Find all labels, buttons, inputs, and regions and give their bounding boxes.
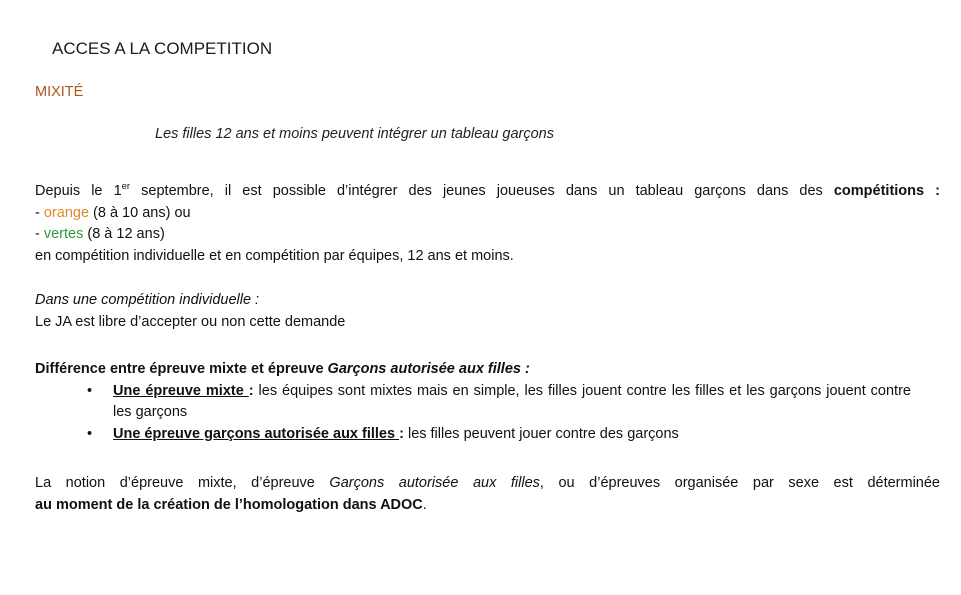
bullet-mixte-text: les équipes sont mixtes mais en simple, les filles jouent contre les filles et les garçons jouent contre les garçons	[113, 382, 911, 420]
bullet-mixte-label: Une épreuve mixte	[113, 382, 249, 399]
individual-heading: Dans une compétition individuelle :	[35, 292, 260, 308]
individual-text: Le JA est libre d’accepter ou non cette demande	[35, 314, 346, 330]
difference-section	[35, 359, 913, 445]
bullet-dot: •	[87, 382, 93, 399]
orange-label: orange	[43, 204, 90, 221]
intro-line-1	[35, 176, 940, 203]
orange-age-range: (8 à 10 ans) ou	[89, 204, 191, 221]
section-heading-mixite: MIXITÉ	[35, 84, 84, 100]
intro-text-rest: septembre, il est possible d’intégrer des jeunes joueuses dans un tableau garçons dans des	[130, 183, 834, 199]
notion-text-1: La notion d’épreuve mixte, d’épreuve	[35, 475, 330, 491]
notion-period: .	[422, 497, 427, 513]
dash: -	[35, 204, 44, 221]
page-title: ACCES A LA COMPETITION	[52, 39, 273, 58]
green-age-range: (8 à 12 ans)	[83, 226, 165, 242]
bullet-garcons-text: les filles peuvent jouer contre des garçons	[403, 425, 679, 442]
notion-paragraph	[35, 472, 940, 516]
bullet-separator: :	[248, 382, 254, 399]
dash: -	[35, 226, 44, 242]
ordinal-superscript: er	[121, 181, 131, 192]
bullet-separator: :	[399, 425, 404, 442]
intro-competitions-bold: compétitions :	[833, 183, 940, 199]
individual-section	[35, 289, 345, 333]
difference-heading-bold: Différence entre épreuve mixte et épreuve	[35, 361, 328, 377]
green-label: vertes	[43, 226, 84, 242]
intro-paragraph	[35, 176, 940, 267]
difference-heading	[35, 359, 913, 381]
intro-line-4: en compétition individuelle et en compétition par équipes, 12 ans et moins.	[35, 247, 514, 264]
option-green	[35, 224, 940, 246]
notion-line-1	[35, 472, 940, 494]
bullet-dot: •	[87, 425, 93, 442]
bullet-mixte	[35, 381, 911, 424]
option-orange	[35, 203, 940, 225]
bullet-garcons	[35, 424, 913, 446]
subtitle: Les filles 12 ans et moins peuvent intégrer un tableau garçons	[155, 126, 554, 142]
notion-line-2	[35, 494, 940, 516]
intro-text-start: Depuis le 1	[35, 183, 122, 199]
bullet-garcons-label: Une épreuve garçons autorisée aux filles	[113, 425, 400, 442]
difference-heading-italic: Garçons autorisée aux filles :	[327, 361, 530, 377]
notion-text-3: , ou d’épreuves organisée par sexe est déterminée	[539, 475, 940, 491]
notion-bold: au moment de la création de l’homologation dans ADOC	[35, 497, 423, 513]
notion-italic: Garçons autorisée aux filles	[329, 475, 540, 491]
